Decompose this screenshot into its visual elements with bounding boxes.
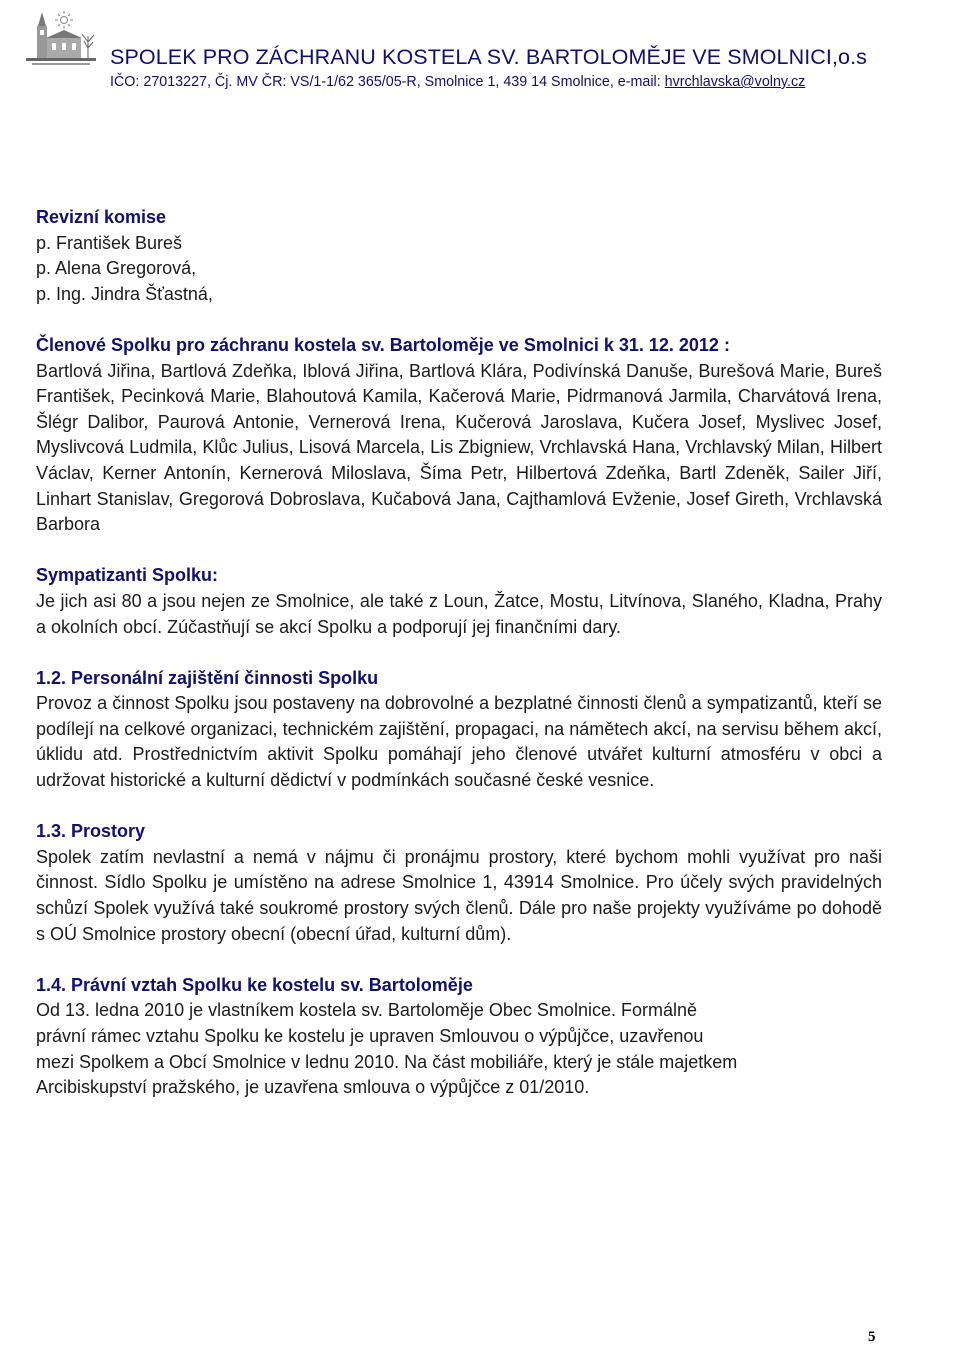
- section-1-4-heading: 1.4. Právní vztah Spolku ke kostelu sv. Bartoloměje: [36, 974, 473, 995]
- section-1-4: [36, 973, 882, 1101]
- list-item: p. Alena Gregorová,: [36, 258, 197, 279]
- organization-name: SPOLEK PRO ZÁCHRANU KOSTELA SV. BARTOLOMĚJE VE SMOLNICI,o.s: [110, 45, 868, 69]
- sympatizanti-section: [36, 563, 882, 640]
- section-1-2-heading: 1.2. Personální zajištění činnosti Spolku: [36, 667, 379, 688]
- sympatizanti-text: Je jich asi 80 a jsou nejen ze Smolnice, ale také z Loun, Žatce, Mostu, Litvínova, Slaného, Kladna, Prahy a okolních obcí. Zúčastňují se akcí Spolku a podporují jej finančními dary.: [36, 590, 882, 637]
- email-link[interactable]: hvrchlavska@volny.cz: [664, 74, 806, 90]
- organization-registration: IČO: 27013227, Čj. MV ČR: VS/1-1/62 365/05-R, Smolnice 1, 439 14 Smolnice, e-mail:: [110, 74, 665, 90]
- revizni-komise-section: [36, 205, 882, 307]
- list-item: p. Ing. Jindra Šťastná,: [36, 283, 213, 304]
- revizni-komise-list: [36, 231, 882, 308]
- document-body: [36, 205, 882, 1126]
- organization-info: [110, 74, 805, 90]
- section-1-4-line: Od 13. ledna 2010 je vlastníkem kostela sv. Bartoloměje Obec Smolnice. Formálně: [36, 1000, 697, 1021]
- page-number: 5: [868, 1329, 876, 1345]
- sympatizanti-heading: Sympatizanti Spolku:: [36, 565, 219, 586]
- section-1-3-text: Spolek zatím nevlastní a nemá v nájmu či pronájmu prostory, které bychom mohli využívat pro naši činnost. Sídlo Spolku je umístěno na adrese Smolnice 1, 43914 Smolnice. Pro účely svých pravidelných schůzí Spolek využívá také soukromé prostory svých členů. Dále pro naše projekty využíváme po dohodě s OÚ Smolnice prostory obecní (obecní úřad, kulturní dům).: [36, 846, 882, 944]
- revizni-komise-heading: Revizní komise: [36, 207, 167, 227]
- section-1-2: [36, 666, 882, 794]
- clenove-section: [36, 333, 882, 538]
- section-1-2-text: Provoz a činnost Spolku jsou postaveny na dobrovolné a bezplatné činnosti členů a sympatizantů, kteří se podílejí na celkové organizaci, technickém zajištění, propagaci, na námětech akcí, na servisu během akcí, úklidu atd. Prostřednictvím aktivit Spolku pomáhají jeho členové utvářet kulturní atmosféru v obci a udržovat historické a kulturní dědictví v podmínkách současné české vesnice.: [36, 693, 882, 791]
- list-item: p. František Bureš: [36, 232, 183, 253]
- section-1-3: [36, 819, 882, 947]
- church-logo-icon: [18, 8, 98, 72]
- section-1-4-line: právní rámec vztahu Spolku ke kostelu je upraven Smlouvou o výpůjčce, uzavřenou: [36, 1026, 704, 1046]
- section-1-3-heading: 1.3. Prostory: [36, 821, 146, 842]
- clenove-heading: Členové Spolku pro záchranu kostela sv. Bartoloměje ve Smolnici k 31. 12. 2012 :: [36, 334, 730, 355]
- clenove-text: Bartlová Jiřina, Bartlová Zdeňka, Iblová Jiřina, Bartlová Klára, Podivínská Danuše, Burešová Marie, Bureš František, Pecinková Marie, Blahoutová Kamila, Kačerová Marie, Pidrmanová Jarmila, Charvátová Irena, Šlégr Dalibor, Paurová Antonie, Vernerová Irena, Kučerová Jaroslava, Kučera Josef, Myslivec Josef, Myslivcová Ludmila, Klůc Julius, Lisová Marcela, Lis Zbigniew, Vrchlavská Hana, Vrchlavský Milan, Hilbert Václav, Kerner Antonín, Kernerová Miloslava, Šíma Petr, Hilbertová Zdeňka, Bartl Zdeněk, Sailer Jiří, Linhart Stanislav, Gregorová Dobroslava, Kučabová Jana, Cajthamlová Evženie, Josef Gireth, Vrchlavská Barbora: [36, 360, 882, 535]
- section-1-4-line: Arcibiskupství pražského, je uzavřena smlouva o výpůjčce z 01/2010.: [36, 1077, 590, 1098]
- section-1-4-line: mezi Spolkem a Obcí Smolnice v lednu 2010. Na část mobiliáře, který je stále majetkem: [36, 1051, 738, 1072]
